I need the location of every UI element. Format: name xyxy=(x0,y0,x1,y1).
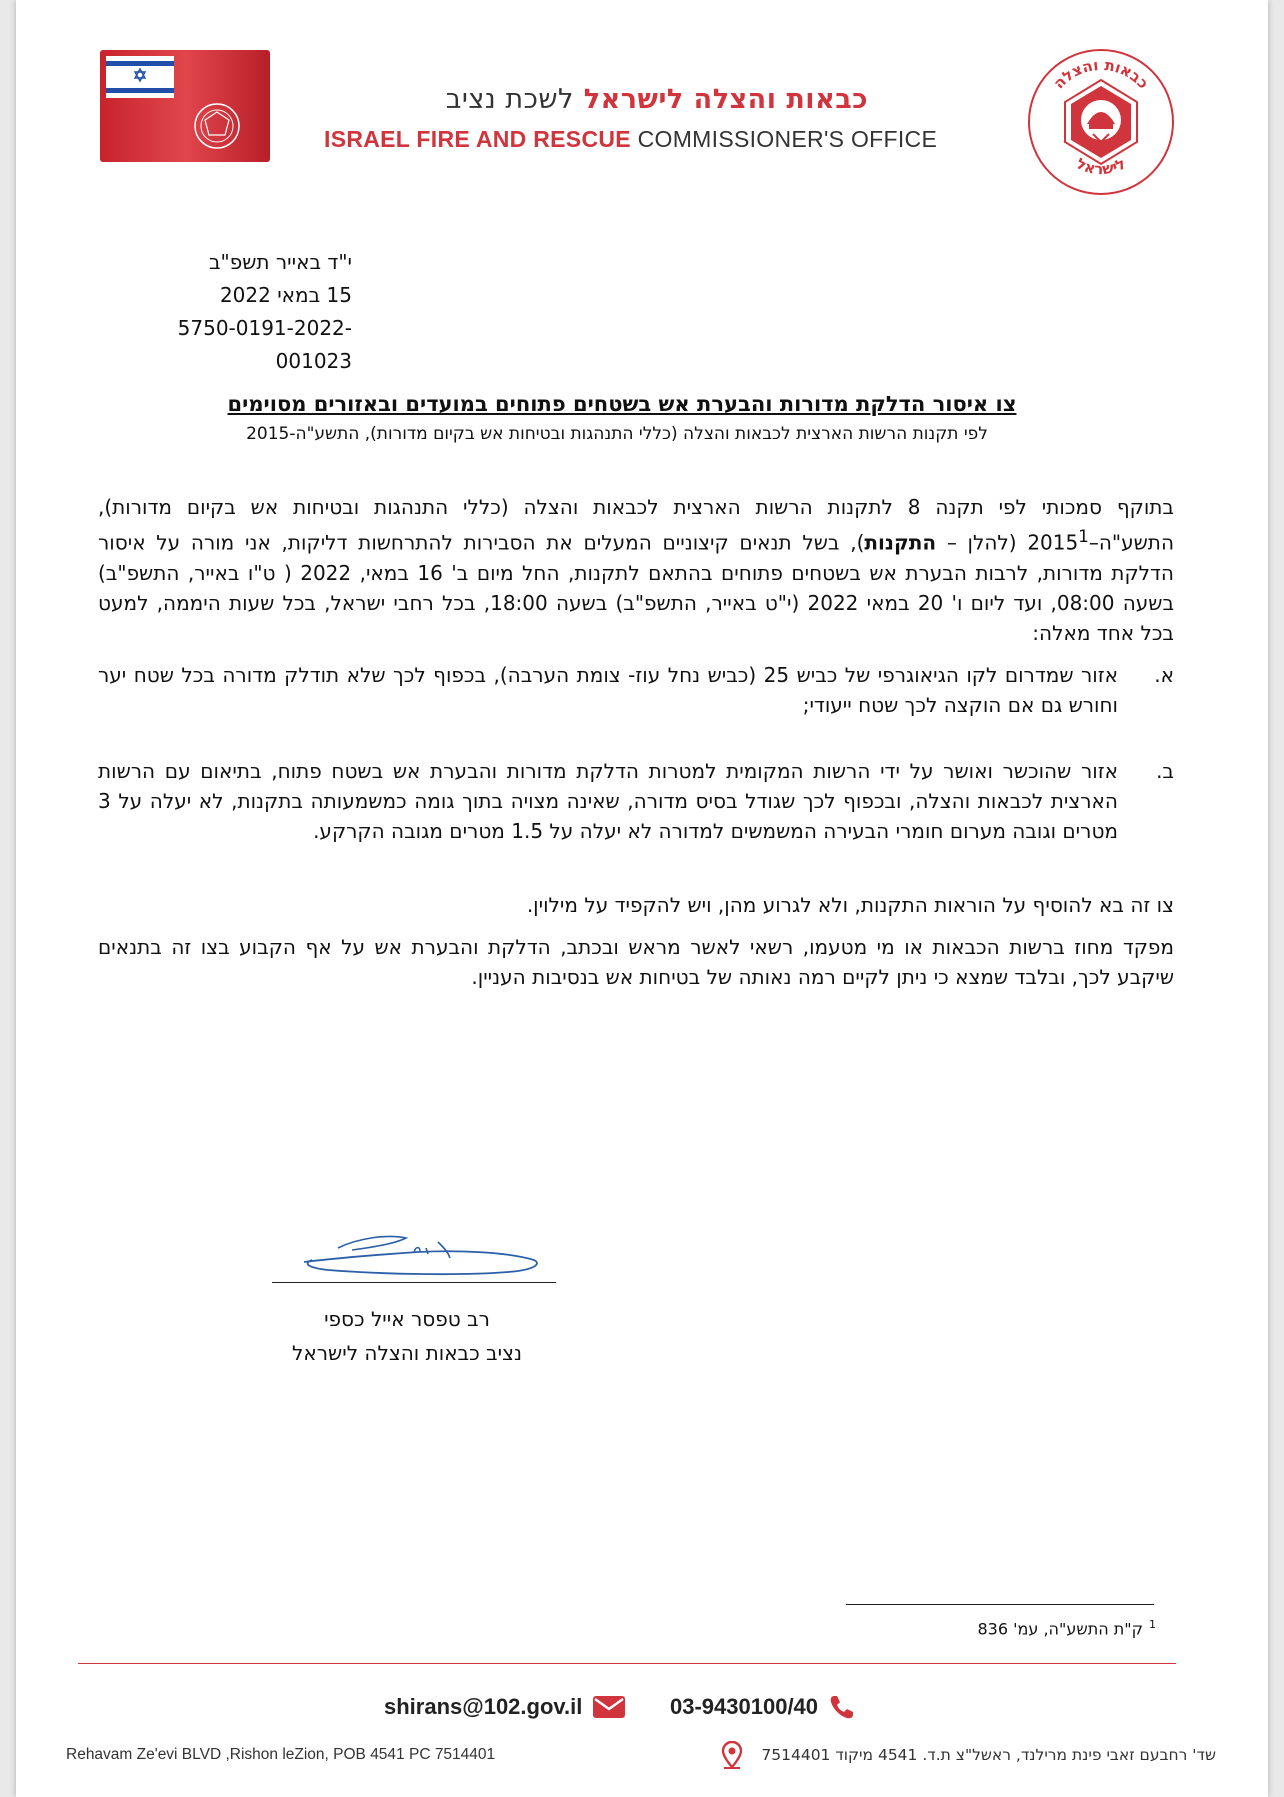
hebrew-date: י"ד באייר תשפ"ב xyxy=(208,250,352,274)
header-hebrew-office: לשכת נציב xyxy=(445,84,574,115)
reference-number: 5750-0191-2022-001023 xyxy=(177,316,352,373)
document-subtitle: לפי תקנות הרשות הארצית לכבאות והצלה (כללי התנהגות ובטיחות אש בקיום מדורות), התשע"ה-2015 xyxy=(246,424,988,444)
svg-text:לישראל xyxy=(1073,154,1128,178)
emblem-text-top: כבאות והצלה xyxy=(1049,55,1153,93)
intro-paragraph xyxy=(98,492,1174,648)
gregorian-date: 15 במאי 2022 xyxy=(219,283,352,307)
list-item-b-text: אזור שהוכשר ואושר על ידי הרשות המקומית למטרות הדלקת מדורות והבערת אש בשטח פתוח, בתיאום עם הרשות הארצית לכבאות והצלה, ובכפוף לכך שגודל בסיס מדורה, שאינה מצויה בתוך גומה כמשמעותה בתקנות, לא יעלה על 3 מטרים וגובה מערום חומרי הבעירה המשמשים למדורה לא יעלה על 1.5 מטרים מגובה הקרקע. xyxy=(98,758,1118,843)
emblem-text-bottom: לישראל xyxy=(1073,154,1129,179)
footnote-separator xyxy=(846,1604,1154,1605)
envelope-icon xyxy=(592,1695,626,1719)
footnote-text: ק"ת התשע"ה, עמ' 836 xyxy=(977,1619,1143,1639)
address-english: Rehavam Ze'evi BLVD ,Rishon leZion, POB 4541 PC 7514401 xyxy=(66,1746,496,1763)
list-item-b xyxy=(98,756,1174,846)
signatory-name: רב טפסר אייל כספי xyxy=(324,1307,490,1331)
footnote-mark: 1 xyxy=(1149,1618,1156,1631)
paragraph-3: מפקד מחוז ברשות הכבאות או מי מטעמו, רשאי לאשר מראש ובכתב, הדלקת והבערת אש על אף הקבוע בצו זה בתנאים שיקבע לכך, ובלבד שמצא כי ניתן לקיים רמה נאותה של בטיחות אש בנסיבות העניין. xyxy=(98,934,1174,989)
intro-text-c: ), בשל תנאים קיצוניים המעלים את הסבירות להתרחשות דליקות, אני מורה על איסור הדלקת מדורות, לרבות הבערת אש בשטחים פתוחים בהתאם לתקנות, החל מיום ב' 16 במאי, 2022 ( ט"ו באייר, התשפ"ב) בשעה 08:00, ועד ליום ו' 20 במאי 2022 (י"ט באייר, התשפ"ב) בשעה 18:00, בכל רחבי ישראל, בכל שעות היממה, למעט בכל אחד מאלה: xyxy=(98,530,1175,645)
footer-address xyxy=(66,1740,1216,1770)
signature-line xyxy=(272,1282,556,1283)
handwritten-signature xyxy=(298,1218,548,1280)
footer-email[interactable] xyxy=(384,1690,626,1724)
header-english xyxy=(324,126,964,153)
fire-rescue-flag-logo xyxy=(100,50,270,162)
footer-phone[interactable] xyxy=(670,1690,856,1724)
header-hebrew xyxy=(316,84,868,115)
list-item-a-label: א. xyxy=(1154,662,1174,687)
phone-icon xyxy=(828,1693,856,1721)
location-pin-icon xyxy=(721,1741,743,1769)
date-block xyxy=(102,246,352,378)
phone-number[interactable]: 03-9430100/40 xyxy=(670,1694,819,1719)
fire-rescue-emblem-logo xyxy=(1021,42,1181,202)
address-hebrew-wrap xyxy=(703,1741,1216,1769)
document-body xyxy=(98,492,1174,992)
paragraph-2: צו זה בא להוסיף על הוראות התקנות, ולא לגרוע מהן, ויש להקפיד על מילוין. xyxy=(526,892,1174,917)
signatory-role: נציב כבאות והצלה לישראל xyxy=(292,1341,522,1365)
header-english-org: ISRAEL FIRE AND RESCUE xyxy=(324,126,631,152)
signatory xyxy=(256,1302,558,1370)
list-item-a-text: אזור שמדרום לקו הגיאוגרפי של כביש 25 (כביש נחל עוז- צומת הערבה), בכפוף לכך שלא תודלק מדורה בכל שטח יער וחורש גם אם הוקצה לכך שטח ייעודי; xyxy=(98,662,1118,717)
intro-text-b: (להלן – xyxy=(936,530,1028,555)
header-hebrew-org: כבאות והצלה לישראל xyxy=(583,84,868,115)
footnote-ref: 1 xyxy=(1078,527,1089,546)
document-title: צו איסור הדלקת מדורות והבערת אש בשטחים פתוחים במועדים ובאזורים מסוימים xyxy=(227,392,1017,416)
intro-text-a: בתוקף סמכותי לפי תקנה 8 לתקנות הרשות הארצית לכבאות והצלה (כללי התנהגות ובטיחות אש בקיום מדורות), התשע"ה–2015 xyxy=(98,495,1175,555)
email-address[interactable]: shirans@102.gov.il xyxy=(384,1694,583,1719)
list-item-b-label: ב. xyxy=(1156,758,1174,783)
list-item-a xyxy=(98,660,1174,720)
header-english-office: COMMISSIONER'S OFFICE xyxy=(637,126,938,152)
footer-rule xyxy=(78,1663,1176,1664)
letter-page xyxy=(16,0,1268,1797)
intro-defined-term: התקנות xyxy=(864,530,937,555)
footnote xyxy=(836,1618,1156,1638)
address-hebrew: שד' רחבעם זאבי פינת מרילנד, ראשל"צ ת.ד. 4541 מיקוד 7514401 xyxy=(761,1746,1216,1764)
